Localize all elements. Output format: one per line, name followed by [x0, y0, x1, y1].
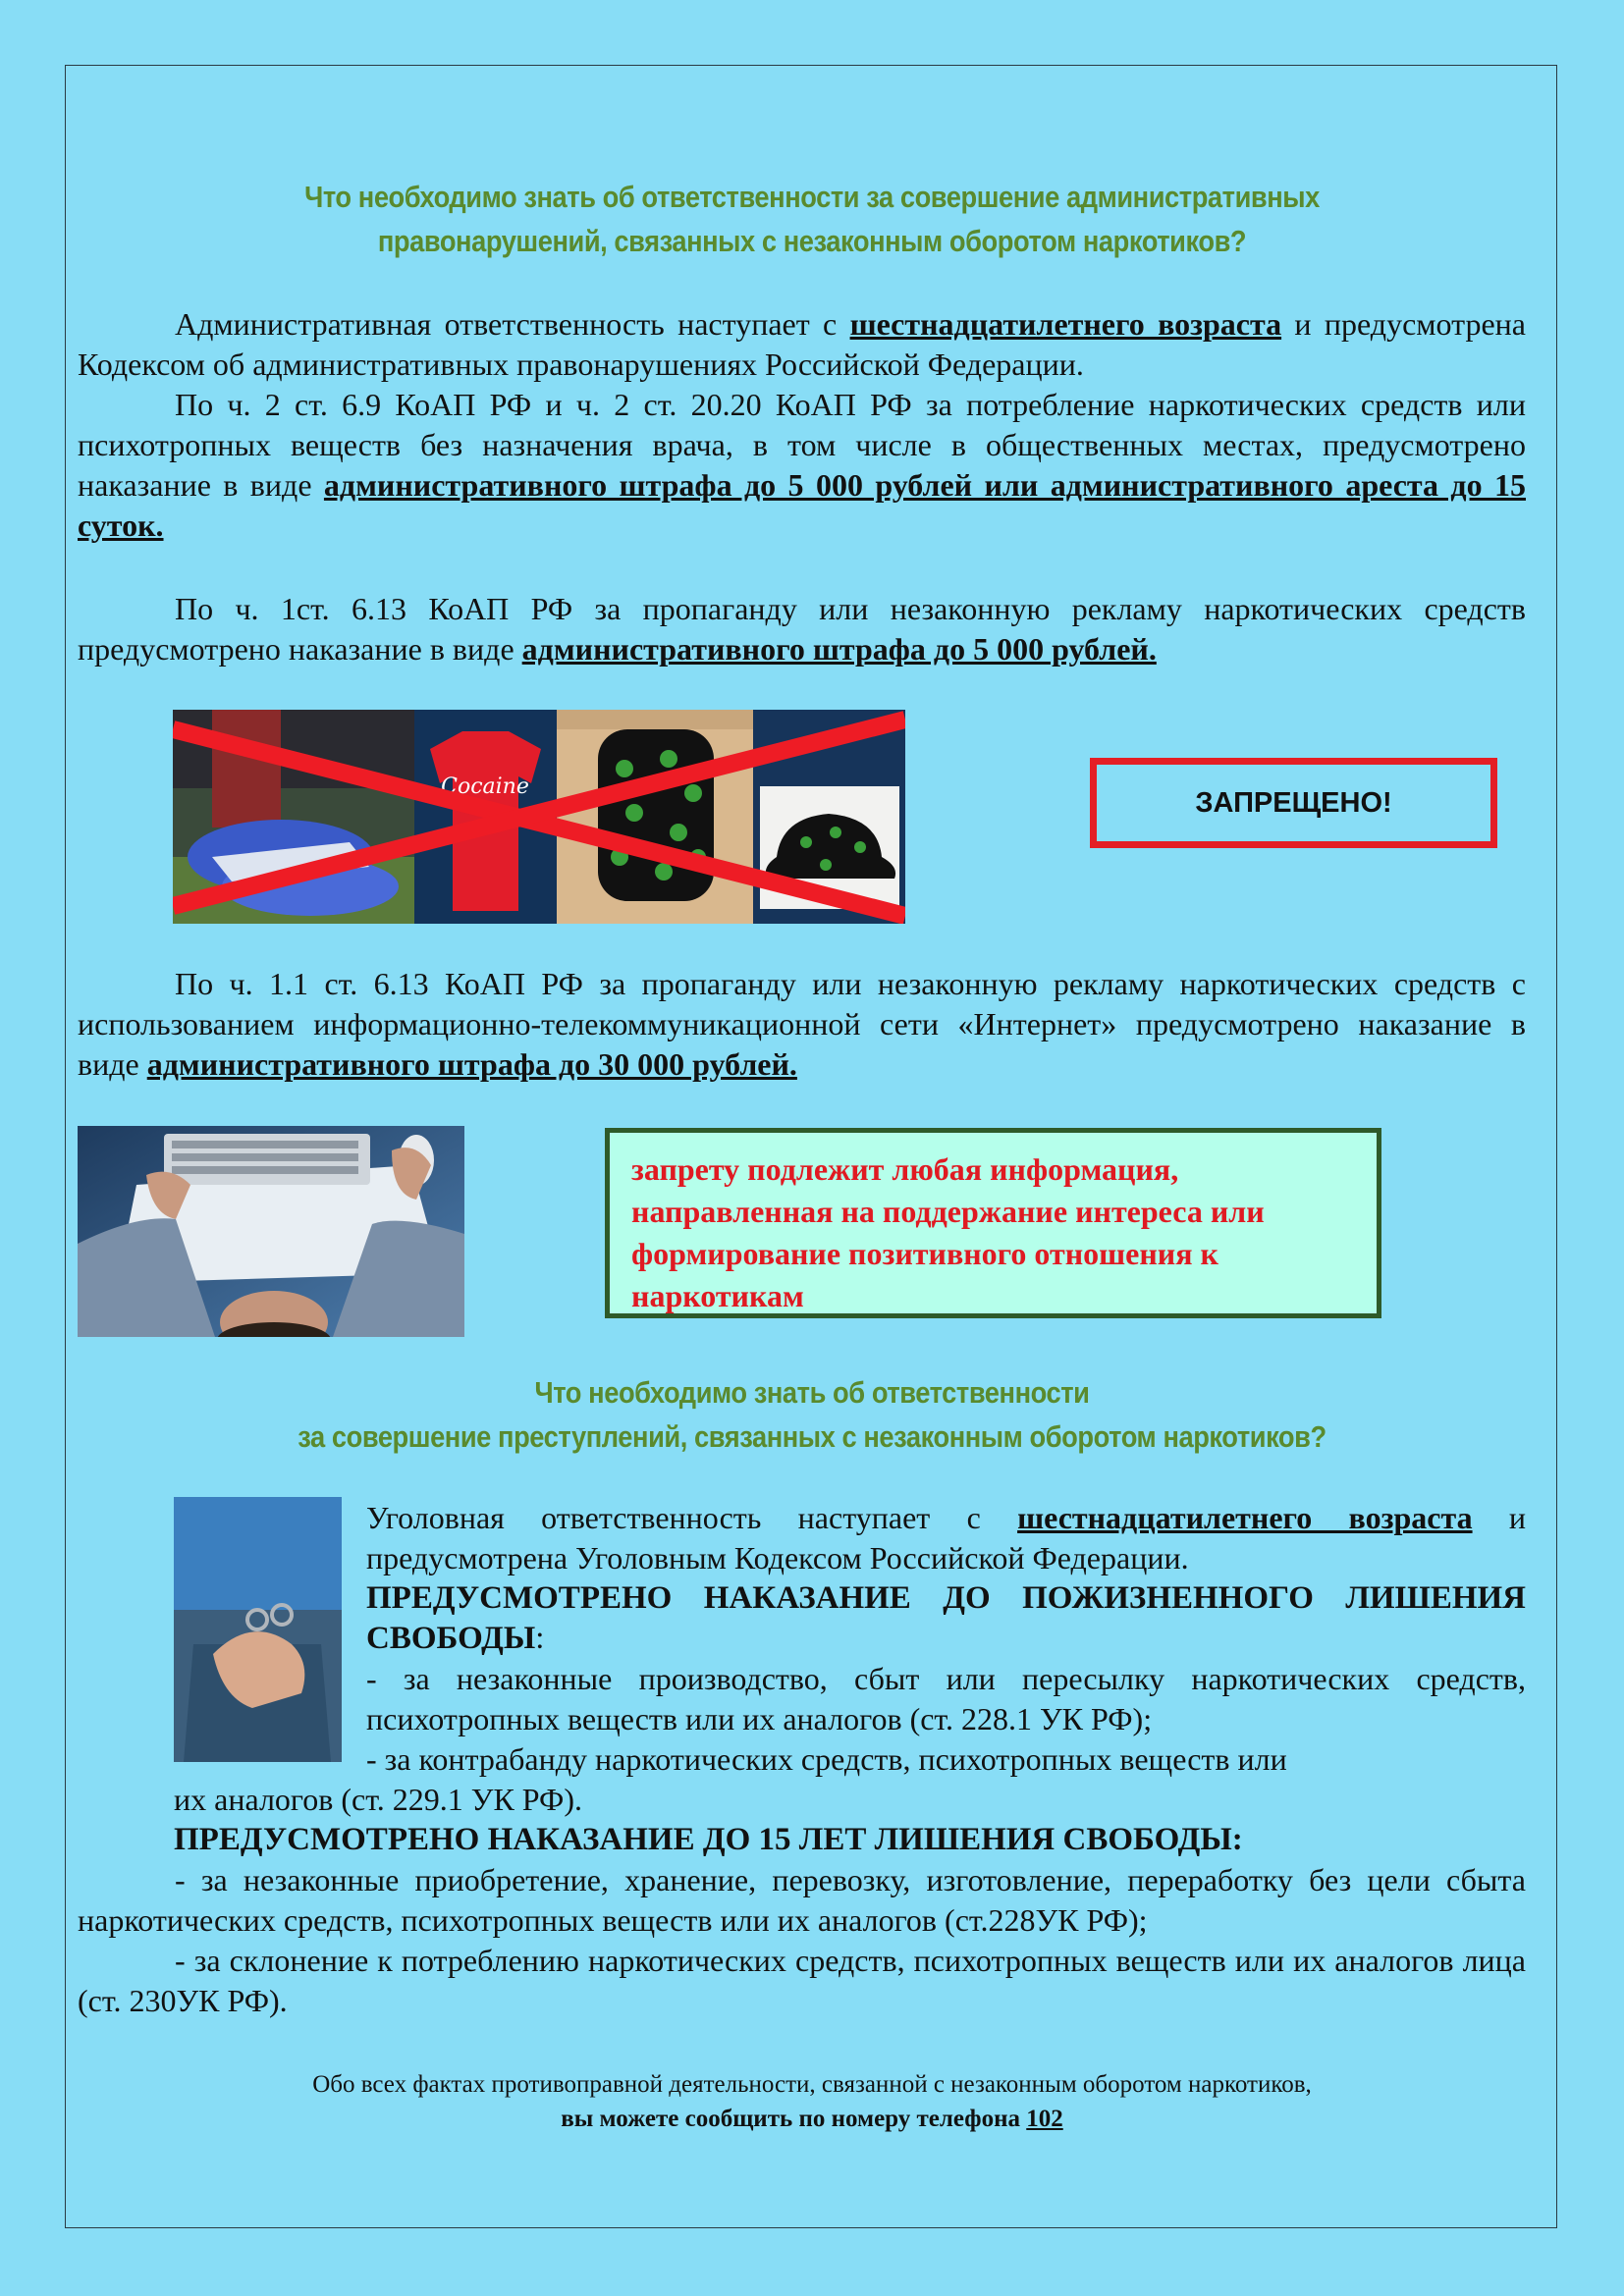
- text-span: и предусмотрена Уголовным Кодексом Российской Федерации.: [366, 1500, 1526, 1575]
- information-ban-notice: [605, 1128, 1381, 1318]
- life-sentence-text: ПРЕДУСМОТРЕНО НАКАЗАНИЕ ДО ПОЖИЗНЕННОГО ЛИШЕНИЯ СВОБОДЫ: [366, 1580, 1526, 1656]
- admin-heading-line1: Что необходимо знать об ответственности за совершение административных: [304, 180, 1320, 214]
- life-sentence-item-2-line1: - за контрабанду наркотических средств, психотропных веществ или: [366, 1741, 1287, 1777]
- text-span: Уголовная ответственность наступает с: [366, 1500, 1018, 1535]
- hotline-phone[interactable]: 102: [1026, 2106, 1063, 2132]
- fifteen-years-item-2: - за склонение к потреблению наркотических средств, психотропных веществ или их аналогов лица (ст. 230УК РФ).: [78, 1943, 1526, 2018]
- age-emphasis: шестнадцатилетнего возраста: [1017, 1500, 1473, 1535]
- footer-line2: [98, 2102, 1526, 2136]
- age-emphasis: шестнадцатилетнего возраста: [849, 306, 1282, 342]
- shirt-text: Cocaine: [441, 774, 529, 799]
- admin-internet-paragraph: [78, 964, 1526, 1085]
- text-span: и предусмотрена Кодексом об административных правонарушениях Российской Федерации.: [78, 306, 1526, 382]
- criminal-heading: [184, 1370, 1440, 1459]
- fifteen-years-item-1: - за незаконные приобретение, хранение, перевозку, изготовление, переработку без цели сбыта наркотических средств, психотропных веществ или их аналогов (ст.228УК РФ);: [78, 1862, 1526, 1938]
- forbidden-label: ЗАПРЕЩЕНО!: [1090, 758, 1497, 848]
- information-ban-text: запрету подлежит любая информация, направленная на поддержание интереса или формирование позитивного отношения к наркотикам: [631, 1151, 1265, 1313]
- admin-consumption-paragraph: [78, 385, 1526, 546]
- fine-emphasis: административного штрафа до 5 000 рублей или административного ареста до 15 суток.: [78, 467, 1527, 543]
- life-sentence-item-2-line2: их аналогов (ст. 229.1 УК РФ).: [174, 1782, 582, 1817]
- life-sentence-heading: [366, 1578, 1526, 1659]
- text-span: вы можете сообщить по номеру телефона: [561, 2106, 1027, 2132]
- text-span: По ч. 1ст. 6.13 КоАП РФ за пропаганду или незаконную рекламу наркотических средств предусмотрено наказание в виде: [78, 591, 1526, 667]
- footer-note: [98, 2067, 1526, 2136]
- criminal-age-paragraph: [366, 1498, 1526, 1578]
- criminal-heading-line2: за совершение преступлений, связанных с незаконным оборотом наркотиков?: [298, 1419, 1326, 1454]
- admin-heading: [184, 175, 1440, 263]
- text-span: По ч. 1.1 ст. 6.13 КоАП РФ за пропаганду или незаконную рекламу наркотических средств с использованием информационно-телекоммуникационной сети «Интернет» предусмотрено наказание в виде: [78, 966, 1526, 1082]
- admin-heading-line2: правонарушений, связанных с незаконным оборотом наркотиков?: [377, 224, 1247, 258]
- fine-emphasis: административного штрафа до 30 000 рублей.: [146, 1046, 797, 1082]
- handcuffed-person-image: [174, 1497, 342, 1762]
- person-at-keyboard-image: [78, 1126, 464, 1337]
- criminal-heading-line1: Что необходимо знать об ответственности: [534, 1375, 1090, 1410]
- admin-propaganda-paragraph: [78, 589, 1526, 669]
- colon: :: [535, 1621, 545, 1656]
- fine-emphasis: административного штрафа до 5 000 рублей.: [521, 631, 1157, 667]
- text-span: Административная ответственность наступает с: [175, 306, 850, 342]
- merchandise-illustration: [173, 710, 905, 924]
- person-at-keyboard-illustration: [78, 1126, 464, 1337]
- text-span: По ч. 2 ст. 6.9 КоАП РФ и ч. 2 ст. 20.20 КоАП РФ за потребление наркотических средств или психотропных веществ без назначения врача, в том числе в общественных местах, предусмотрено наказание в виде: [78, 387, 1526, 503]
- handcuffed-person-illustration: [174, 1497, 342, 1762]
- prohibited-merchandise-image: [173, 710, 905, 924]
- life-sentence-item-1: - за незаконные производство, сбыт или пересылку наркотических средств, психотропных веществ или их аналогов (ст. 228.1 УК РФ);: [366, 1661, 1526, 1736]
- footer-line1: Обо всех фактах противоправной деятельности, связанной с незаконным оборотом наркотиков,: [312, 2071, 1312, 2098]
- admin-age-paragraph: [78, 304, 1526, 385]
- fifteen-years-heading: ПРЕДУСМОТРЕНО НАКАЗАНИЕ ДО 15 ЛЕТ ЛИШЕНИЯ СВОБОДЫ:: [174, 1822, 1243, 1857]
